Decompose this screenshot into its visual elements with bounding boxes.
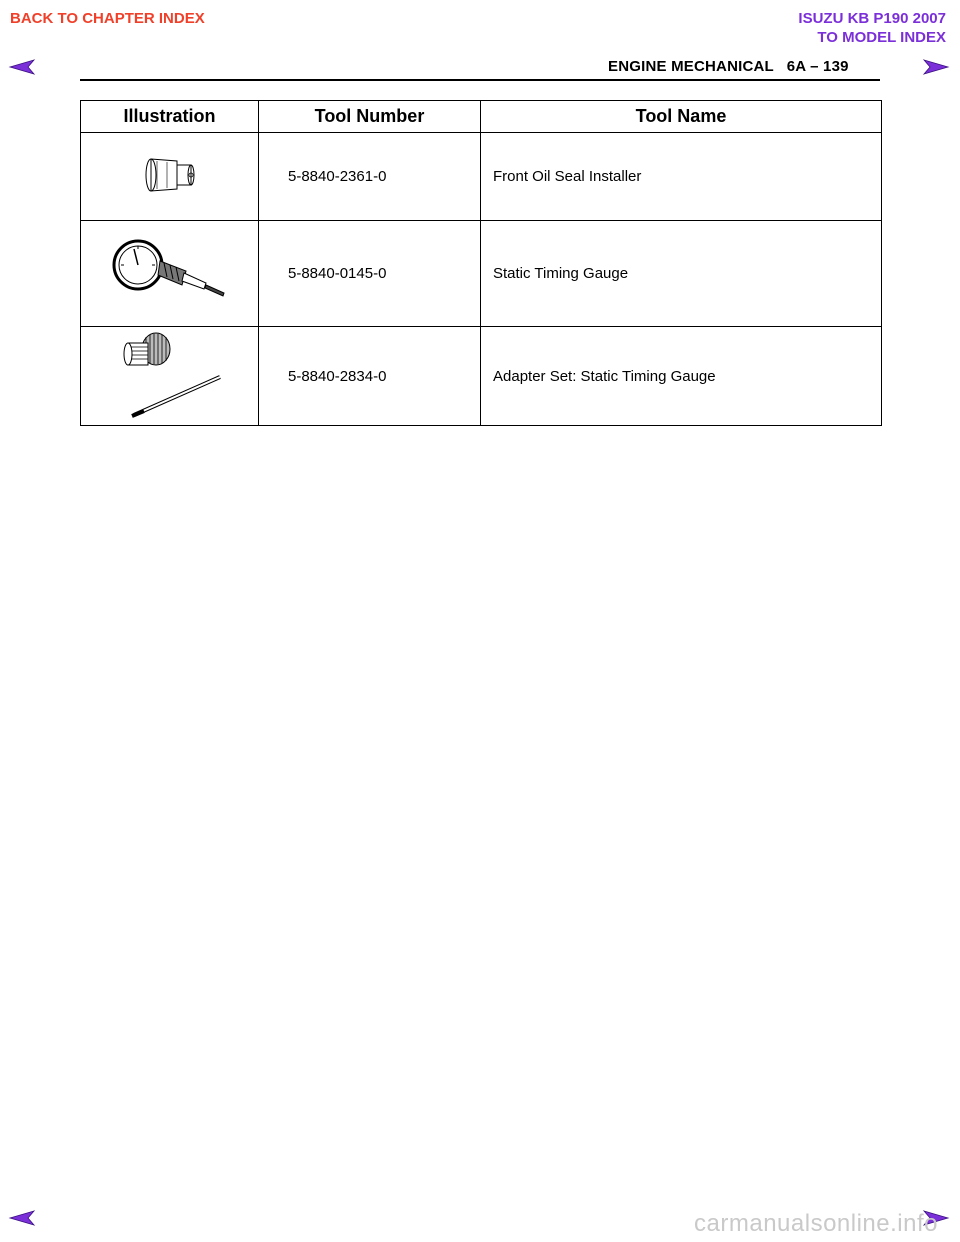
column-header-tool-number: Tool Number <box>259 101 481 133</box>
model-title: ISUZU KB P190 2007 <box>798 10 946 27</box>
table-row <box>81 327 882 426</box>
tool-name-cell: Adapter Set: Static Timing Gauge <box>481 327 882 426</box>
table-header-row <box>81 101 882 133</box>
prev-page-arrow-icon[interactable] <box>8 1209 36 1227</box>
next-page-arrow-icon[interactable] <box>922 58 950 76</box>
page-header <box>608 58 849 75</box>
illustration-cell <box>81 327 259 426</box>
special-tools-table <box>80 100 882 426</box>
adapter-set-icon <box>114 329 226 419</box>
header-divider <box>80 79 880 81</box>
watermark: carmanualsonline.info <box>694 1210 938 1237</box>
back-to-chapter-index-link[interactable]: BACK TO CHAPTER INDEX <box>10 10 205 27</box>
section-title: ENGINE MECHANICAL <box>608 58 774 75</box>
illustration-cell <box>81 133 259 221</box>
table-row <box>81 221 882 327</box>
prev-page-arrow-icon[interactable] <box>8 58 36 76</box>
table-row <box>81 133 882 221</box>
illustration-cell <box>81 221 259 327</box>
seal-installer-icon <box>139 155 201 195</box>
to-model-index-link[interactable]: TO MODEL INDEX <box>817 29 946 46</box>
page-number: 6A – 139 <box>786 58 849 75</box>
column-header-illustration: Illustration <box>81 101 259 133</box>
tool-name-cell: Front Oil Seal Installer <box>481 133 882 221</box>
tool-name-cell: Static Timing Gauge <box>481 221 882 327</box>
column-header-tool-name: Tool Name <box>481 101 882 133</box>
tool-number-cell: 5-8840-2834-0 <box>259 327 481 426</box>
tool-number-cell: 5-8840-2361-0 <box>259 133 481 221</box>
timing-gauge-icon <box>106 235 234 309</box>
tool-number-cell: 5-8840-0145-0 <box>259 221 481 327</box>
